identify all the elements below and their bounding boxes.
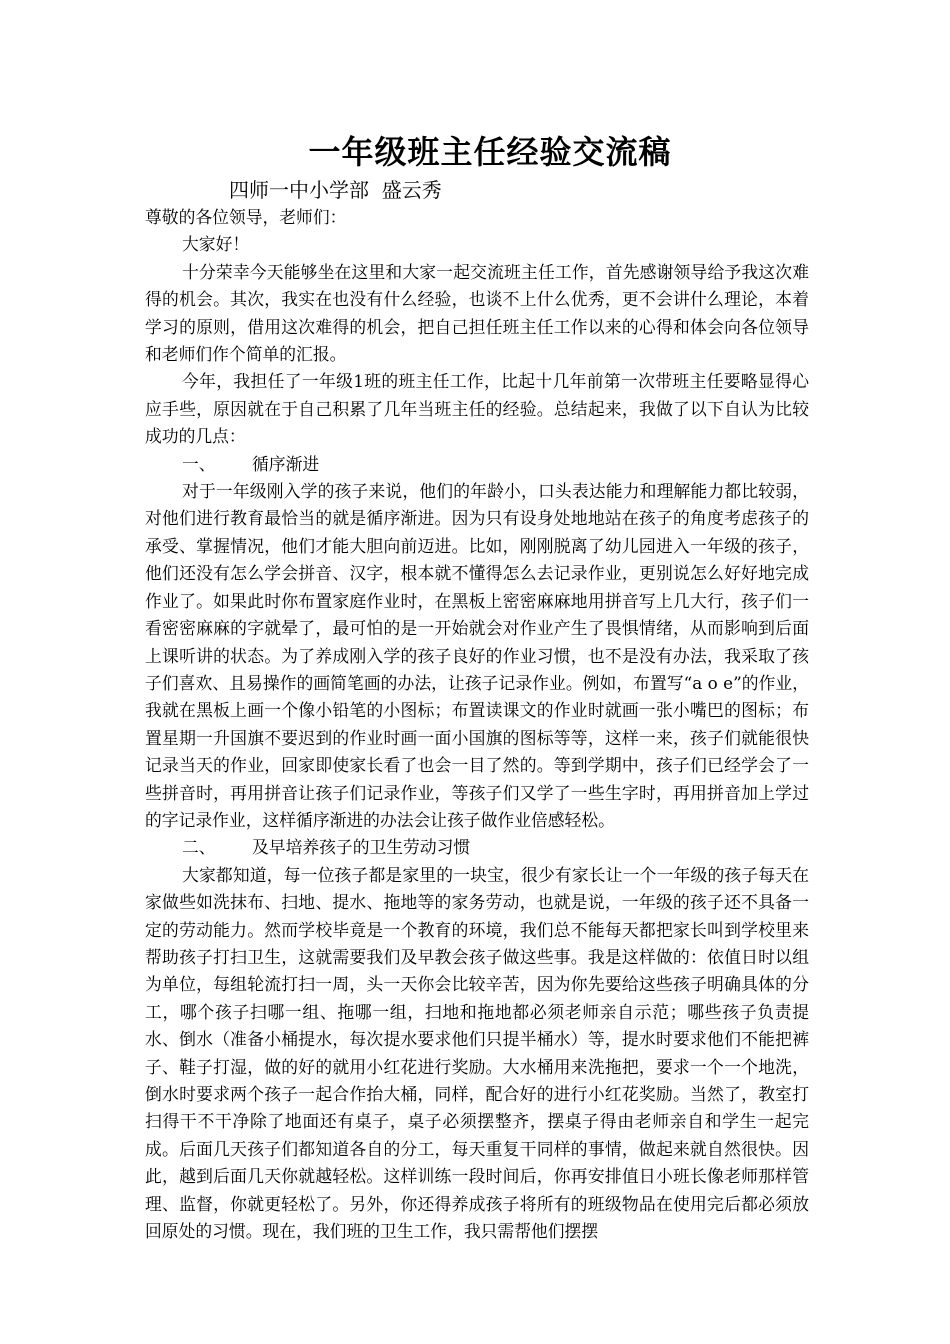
- greeting: 尊敬的各位领导，老师们：: [145, 207, 347, 227]
- intro-paragraph: 十分荣幸今天能够坐在这里和大家一起交流班主任工作，首先感谢领导给予我这次难得的机会。其次，我实在也没有什么经验，也谈不上什么优秀，更不会讲什么理论，本着学习的原则，借用这次难得的机会，把自己担任班主任工作以来的心得和体会向各位领导和老师们作个简单的汇报。: [145, 261, 809, 365]
- section-number: 一、: [182, 453, 216, 474]
- document-page: [145, 128, 809, 1245]
- section-body: 大家都知道，每一位孩子都是家里的一块宝，很少有家长让一个一年级的孩子每天在家做些如洗抹布、扫地、提水、拖地等的家务劳动，也就是说，一年级的孩子还不具备一定的劳动能力。然而学校毕竟是一个教育的环境，我们总不能每天都把家长叫到学校里来帮助孩子打扫卫生，这就需要我们及早教会孩子做这些事。我是这样做的：依值日时以组为单位，每组轮流打扫一周，头一天你会比较辛苦，因为你先要给这些孩子明确具体的分工，哪个孩子扫哪一组、拖哪一组，扫地和拖地都必须老师亲自示范；哪些孩子负责提水、倒水（准备小桶提水，每次提水要求他们只提半桶水）等，提水时要求他们不能把裤子、鞋子打湿，做的好的就用小红花进行奖励。大水桶用来洗拖把，要求一个一个地洗，倒水时要求两个孩子一起合作抬大桶，同样，配合好的进行小红花奖励。当然了，教室打扫得干不干净除了地面还有桌子，桌子必须摆整齐，摆桌子得由老师亲自和学生一起完成。后面几天孩子们都知道各自的分工，每天重复干同样的事情，做起来就自然很快。因此，越到后面几天你就越轻松。这样训练一段时间后，你再安排值日小班长像老师那样管理、监督，你就更轻松了。另外，你还得养成孩子将所有的班级物品在使用完后都必须放回原处的习惯。现在，我们班的卫生工作，我只需帮他们摆摆: [145, 864, 809, 1242]
- section-heading: [145, 451, 809, 478]
- salutation: 大家好！: [182, 234, 250, 255]
- document-title: 一年级班主任经验交流稿: [308, 133, 672, 171]
- author-line: 四师一中小学部 盛云秀: [229, 178, 442, 202]
- section-title: 及早培养孩子的卫生劳动习惯: [252, 837, 471, 858]
- section-heading: [145, 834, 809, 861]
- section-title: 循序渐进: [252, 453, 320, 474]
- section-number: 二、: [182, 837, 216, 858]
- intro-paragraph: 今年，我担任了一年级1班的班主任工作，比起十几年前第一次带班主任要略显得心应手些，原因就在于自己积累了几年当班主任的经验。总结起来，我做了以下自认为比较成功的几点：: [145, 371, 809, 447]
- section-body: 对于一年级刚入学的孩子来说，他们的年龄小，口头表达能力和理解能力都比较弱，对他们进行教育最恰当的就是循序渐进。因为只有设身处地地站在孩子的角度考虑孩子的承受、掌握情况，他们才能大胆向前迈进。比如，刚刚脱离了幼儿园进入一年级的孩子，他们还没有怎么学会拼音、汉字，根本就不懂得怎么去记录作业，更别说怎么好好地完成作业了。如果此时你布置家庭作业时，在黑板上密密麻麻地用拼音写上几大行，孩子们一看密密麻麻的字就晕了，最可怕的是一开始就会对作业产生了畏惧情绪，从而影响到后面上课听讲的状态。为了养成刚入学的孩子良好的作业习惯，也不是没有办法，我采取了孩子们喜欢、且易操作的画简笔画的办法，让孩子记录作业。例如，布置写“a o e”的作业，我就在黑板上画一个像小铅笔的小图标；布置读课文的作业时就画一张小嘴巴的图标；布置星期一升国旗不要迟到的作业时画一面小国旗的图标等等，这样一来，孩子们就能很快记录当天的作业，回家即使家长看了也会一目了然的。等到学期中，孩子们已经学会了一些拼音时，再用拼音让孩子们记录作业，等孩子们又学了一些生字时，再用拼音加上学过的字记录作业，这样循序渐进的办法会让孩子做作业倍感轻松。: [145, 481, 809, 830]
